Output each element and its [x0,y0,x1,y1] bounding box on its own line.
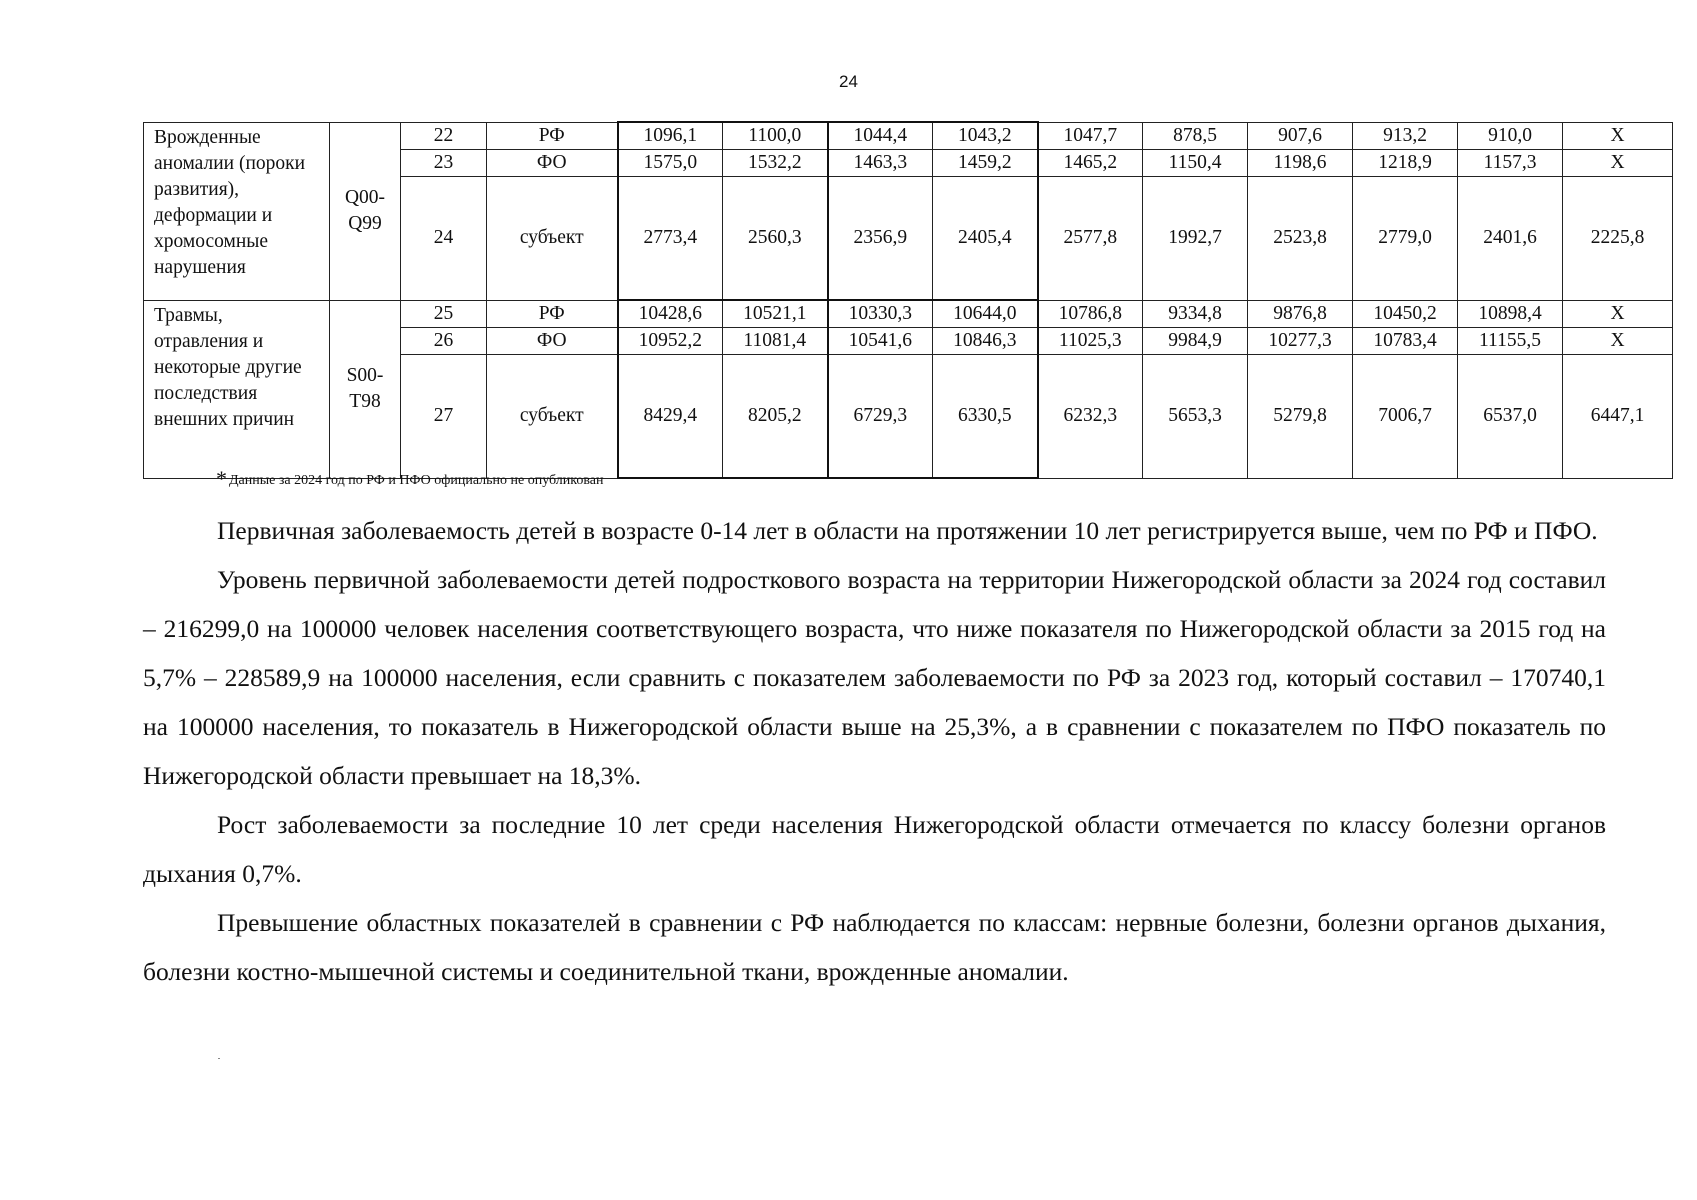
value-cell: 7006,7 [1353,355,1458,479]
value-cell: Х [1563,150,1673,177]
morbidity-table [143,121,1673,479]
value-cell: 1043,2 [933,122,1038,150]
value-cell: 2401,6 [1458,177,1563,301]
stray-mark [218,1058,220,1059]
value-cell: 5279,8 [1248,355,1353,479]
row-number-cell: 23 [401,150,487,177]
row-number-cell: 26 [401,328,487,355]
value-cell: 1532,2 [723,150,828,177]
value-cell: Х [1563,300,1673,328]
paragraph: Первичная заболеваемость детей в возрасте 0-14 лет в области на протяжении 10 лет регистрируется выше, чем по РФ и ПФО. [217,516,1598,545]
value-cell: 1096,1 [618,122,723,150]
value-cell: 2773,4 [618,177,723,301]
value-cell: 1047,7 [1038,122,1143,150]
row-number-cell: 25 [401,300,487,328]
region-cell: РФ [487,300,618,328]
value-cell: 10846,3 [933,328,1038,355]
value-cell: 913,2 [1353,122,1458,150]
disease-class-cell: Врожденные аномалии (пороки развития), деформации и хромосомные нарушения [144,122,330,300]
value-cell: 10330,3 [828,300,933,328]
row-number-cell: 22 [401,122,487,150]
value-cell: 10898,4 [1458,300,1563,328]
row-number-cell: 24 [401,177,487,301]
value-cell: 2577,8 [1038,177,1143,301]
value-cell: 907,6 [1248,122,1353,150]
value-cell: 11025,3 [1038,328,1143,355]
value-cell: 6537,0 [1458,355,1563,479]
disease-class-cell: Травмы, отравления и некоторые другие последствия внешних причин [144,300,330,478]
value-cell: 10521,1 [723,300,828,328]
value-cell: 2779,0 [1353,177,1458,301]
value-cell: 8205,2 [723,355,828,479]
value-cell: 1463,3 [828,150,933,177]
icd-code-cell: Q00-Q99 [330,122,401,300]
value-cell: 2225,8 [1563,177,1673,301]
value-cell: 10277,3 [1248,328,1353,355]
table-row [144,300,1673,328]
value-cell: 10786,8 [1038,300,1143,328]
value-cell: 6330,5 [933,355,1038,479]
icd-code-cell: S00-T98 [330,300,401,478]
value-cell: 6447,1 [1563,355,1673,479]
value-cell: 10541,6 [828,328,933,355]
value-cell: 1459,2 [933,150,1038,177]
value-cell: 878,5 [1143,122,1248,150]
value-cell: 10952,2 [618,328,723,355]
value-cell: 2356,9 [828,177,933,301]
value-cell: 1218,9 [1353,150,1458,177]
value-cell: 9334,8 [1143,300,1248,328]
footnote-text: Данные за 2024 год по РФ и ПФО официально не опубликован [229,473,604,488]
value-cell: 2560,3 [723,177,828,301]
value-cell: 2523,8 [1248,177,1353,301]
value-cell: Х [1563,328,1673,355]
table-body [144,122,1673,478]
region-cell: субъект [487,177,618,301]
value-cell: 8429,4 [618,355,723,479]
table-row [144,122,1673,150]
value-cell: 6729,3 [828,355,933,479]
value-cell: 1100,0 [723,122,828,150]
value-cell: 1992,7 [1143,177,1248,301]
value-cell: 5653,3 [1143,355,1248,479]
region-cell: субъект [487,355,618,479]
value-cell: 1575,0 [618,150,723,177]
region-cell: ФО [487,328,618,355]
value-cell: 1198,6 [1248,150,1353,177]
paragraph: Рост заболеваемости за последние 10 лет среди населения Нижегородской области отмечается по классу болезни органов дыхания 0,7%. [143,810,1606,888]
region-cell: РФ [487,122,618,150]
paragraph: Превышение областных показателей в сравнении с РФ наблюдается по классам: нервные болезни, болезни органов дыхания, болезни костно-мышечной системы и соединительной ткани, врожденные аномалии. [143,908,1606,986]
value-cell: 10428,6 [618,300,723,328]
value-cell: 10783,4 [1353,328,1458,355]
paragraph: Уровень первичной заболеваемости детей подросткового возраста на территории Нижегородской области за 2024 год составил – 216299,0 на 100000 человек населения соответствующего возраста, что ниже показателя по Нижегородской области за 2015 год на 5,7% – 228589,9 на 100000 населения, если сравнить с показателем заболеваемости по РФ за 2023 год, который составил – 170740,1 на 100000 населения, то показатель в Нижегородской области выше на 25,3%, а в сравнении с показателем по ПФО показатель по Нижегородской области превышает на 18,3%. [143,565,1606,790]
footnote-mark: * [216,466,227,491]
value-cell: 1157,3 [1458,150,1563,177]
value-cell: 10450,2 [1353,300,1458,328]
value-cell: Х [1563,122,1673,150]
footnote [216,466,604,492]
page-number: 24 [839,72,858,91]
region-cell: ФО [487,150,618,177]
value-cell: 1465,2 [1038,150,1143,177]
value-cell: 2405,4 [933,177,1038,301]
value-cell: 11081,4 [723,328,828,355]
value-cell: 1044,4 [828,122,933,150]
value-cell: 10644,0 [933,300,1038,328]
value-cell: 910,0 [1458,122,1563,150]
value-cell: 9876,8 [1248,300,1353,328]
value-cell: 9984,9 [1143,328,1248,355]
row-number-cell: 27 [401,355,487,479]
body-text [143,506,1606,996]
value-cell: 11155,5 [1458,328,1563,355]
value-cell: 6232,3 [1038,355,1143,479]
value-cell: 1150,4 [1143,150,1248,177]
